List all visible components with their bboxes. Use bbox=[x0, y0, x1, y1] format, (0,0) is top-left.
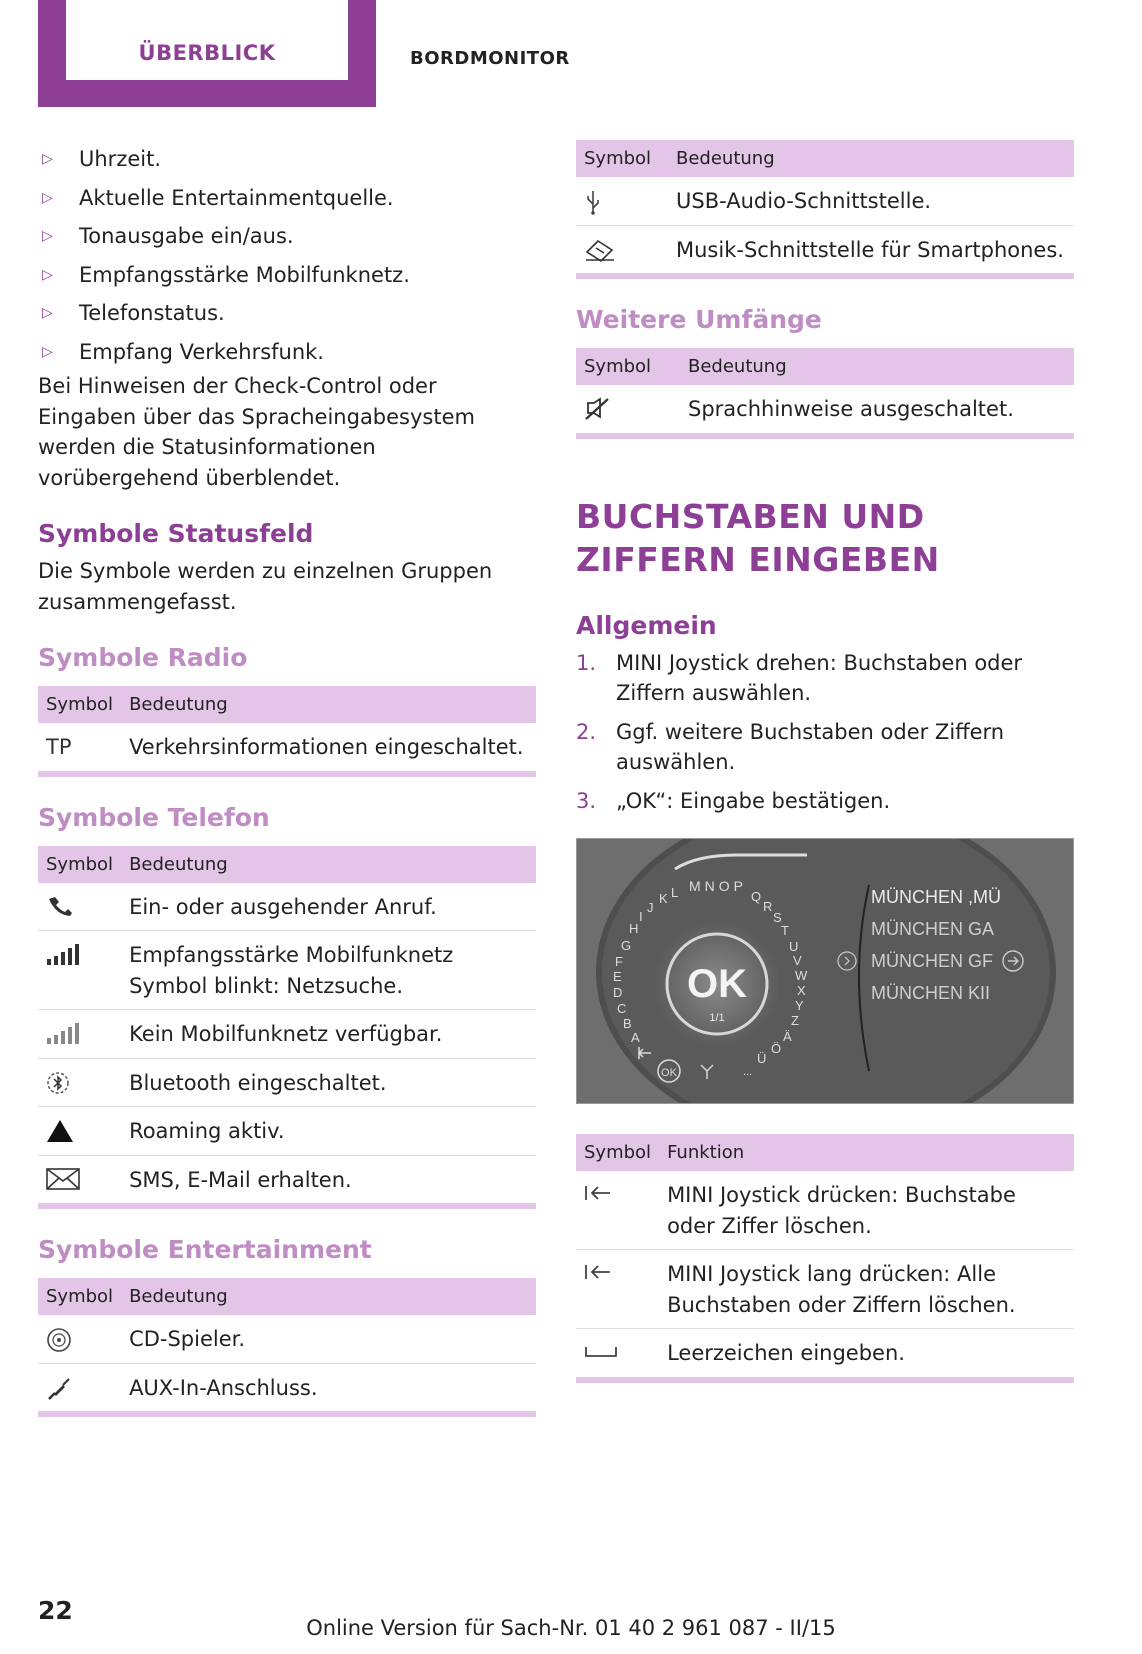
table-row bbox=[38, 723, 536, 774]
letter-Z[interactable]: Z bbox=[791, 1013, 799, 1028]
table-row bbox=[38, 1010, 536, 1059]
heading-symbole-entertainment: Symbole Entertainment bbox=[38, 1235, 372, 1264]
table-row bbox=[576, 225, 1074, 276]
bullet-triangle-icon: ▷ bbox=[42, 151, 53, 167]
heading-weitere-umfaenge: Weitere Umfänge bbox=[576, 305, 822, 334]
header-tab bbox=[38, 0, 376, 107]
column-header-meaning: Bedeutung bbox=[668, 140, 1074, 177]
table-cell: Sprachhinweise ausgeschaltet. bbox=[688, 397, 1014, 421]
letter-U[interactable]: U bbox=[789, 939, 799, 954]
letter-G[interactable]: G bbox=[621, 938, 632, 953]
column-header-symbol: Symbol bbox=[38, 846, 121, 883]
letter-Q[interactable]: Q bbox=[751, 889, 762, 904]
letter-input-screenshot bbox=[576, 838, 1074, 1104]
column-header-meaning: Bedeutung bbox=[121, 686, 536, 723]
table-cell: Leerzeichen eingeben. bbox=[659, 1329, 1074, 1380]
bluetooth-icon bbox=[46, 1071, 70, 1095]
letter-W[interactable]: W bbox=[795, 968, 808, 983]
envelope-icon bbox=[46, 1168, 80, 1190]
table-row bbox=[576, 1329, 1074, 1380]
page-indicator: 1/1 bbox=[709, 1012, 725, 1024]
letter-Y[interactable]: Y bbox=[795, 998, 804, 1013]
table-cell: Verkehrsinformationen eingeschaltet. bbox=[129, 735, 524, 759]
letter-R[interactable]: R bbox=[763, 899, 773, 914]
table-cell: Empfangsstärke Mobilfunknetz Symbol blinkt: Netzsuche. bbox=[121, 931, 536, 1010]
letter-B[interactable]: B bbox=[623, 1016, 632, 1031]
bullet-triangle-icon: ▷ bbox=[42, 266, 53, 283]
list-item: ▷ Empfangsstärke Mobilfunknetz. bbox=[38, 256, 536, 295]
tp-symbol: TP bbox=[46, 735, 72, 759]
column-header-meaning: Bedeutung bbox=[121, 846, 536, 883]
letter-F[interactable]: F bbox=[615, 954, 623, 969]
letters-top: MNOP bbox=[689, 878, 747, 894]
column-header-symbol: Symbol bbox=[576, 348, 680, 385]
list-item: 1. MINI Joystick drehen: Buchstaben oder Ziffern auswählen. bbox=[576, 650, 1023, 705]
table-cell: Bluetooth eingeschaltet. bbox=[121, 1058, 536, 1107]
result-item[interactable]: MÜNCHEN GA bbox=[871, 919, 995, 939]
letter-H[interactable]: H bbox=[629, 921, 639, 936]
letter-OE[interactable]: Ö bbox=[771, 1041, 782, 1056]
table-cell: CD-Spieler. bbox=[129, 1327, 246, 1351]
letter-C[interactable]: C bbox=[617, 1001, 627, 1016]
funktion-table bbox=[576, 1134, 1074, 1383]
usb-icon bbox=[584, 189, 602, 215]
letter-T[interactable]: T bbox=[781, 923, 789, 938]
table-cell: Musik-Schnittstelle für Smartphones. bbox=[668, 225, 1074, 276]
space-icon bbox=[584, 1341, 618, 1361]
list-item: ▷ Tonausgabe ein/aus. bbox=[38, 217, 536, 256]
heading-symbole-statusfeld: Symbole Statusfeld bbox=[38, 519, 314, 548]
list-item: ▷ Telefonstatus. bbox=[38, 294, 536, 333]
more-dots: ... bbox=[743, 1066, 753, 1078]
table-cell: USB-Audio-Schnittstelle. bbox=[676, 189, 932, 213]
letter-D[interactable]: D bbox=[613, 985, 623, 1000]
table-row bbox=[576, 1250, 1074, 1329]
column-header-symbol: Symbol bbox=[576, 140, 668, 177]
speech-off-icon bbox=[584, 397, 610, 421]
letter-K[interactable]: K bbox=[659, 891, 668, 906]
table-cell: AUX-In-Anschluss. bbox=[121, 1363, 536, 1414]
table-cell: Ein- oder ausgehender Anruf. bbox=[129, 894, 437, 919]
table-row bbox=[576, 385, 1074, 436]
column-header-meaning: Bedeutung bbox=[121, 1278, 536, 1315]
section-title: BUCHSTABEN UND ZIFFERN EINGEBEN bbox=[576, 496, 940, 579]
weitere-symbol-table bbox=[576, 348, 1074, 439]
letter-AE[interactable]: Ä bbox=[783, 1029, 792, 1044]
list-item: ▷ Empfang Verkehrsfunk. bbox=[38, 333, 536, 372]
signal-bars-empty-icon bbox=[46, 1022, 80, 1044]
column-header-function: Funktion bbox=[659, 1134, 1074, 1171]
status-bullet-list bbox=[38, 140, 536, 371]
letter-input-display bbox=[577, 839, 1074, 1104]
statusfeld-paragraph: Die Symbole werden zu einzelnen Gruppen zusammengefasst. bbox=[38, 559, 493, 614]
delete-all-icon bbox=[584, 1262, 612, 1282]
column-header-meaning: Bedeutung bbox=[680, 348, 1074, 385]
result-item[interactable]: MÜNCHEN KII bbox=[871, 983, 991, 1003]
intro-paragraph: Bei Hinweisen der Check-Control oder Eingaben über das Spracheingabesystem werden die Statusinformationen vorübergehend überblendet. bbox=[38, 374, 475, 490]
list-item: 3. „OK“: Eingabe bestätigen. bbox=[576, 788, 891, 813]
letter-X[interactable]: X bbox=[797, 983, 806, 998]
table-row bbox=[576, 1171, 1074, 1250]
letter-J[interactable]: J bbox=[647, 900, 654, 915]
table-cell: SMS, E-Mail erhalten. bbox=[121, 1155, 536, 1206]
table-row bbox=[38, 1155, 536, 1206]
right-column bbox=[576, 140, 1074, 1383]
table-cell: MINI Joystick drücken: Buchstabe oder Ziffer löschen. bbox=[667, 1183, 1016, 1238]
column-header-symbol: Symbol bbox=[38, 1278, 121, 1315]
steps-list bbox=[576, 648, 1074, 817]
footer-note: Online Version für Sach-Nr. 01 40 2 961 087 - II/15 bbox=[306, 1616, 836, 1640]
table-row bbox=[38, 1315, 536, 1363]
radio-symbol-table bbox=[38, 686, 536, 777]
letter-I[interactable]: I bbox=[639, 909, 643, 924]
entertainment-symbol-table bbox=[38, 1278, 536, 1417]
smartphone-music-icon bbox=[584, 238, 616, 262]
list-item: ▷ Uhrzeit. bbox=[38, 140, 536, 179]
heading-symbole-radio: Symbole Radio bbox=[38, 643, 248, 672]
table-row bbox=[38, 931, 536, 1010]
letter-V[interactable]: V bbox=[793, 953, 802, 968]
table-row bbox=[38, 1107, 536, 1156]
heading-symbole-telefon: Symbole Telefon bbox=[38, 802, 270, 832]
letter-E[interactable]: E bbox=[613, 969, 622, 984]
bullet-triangle-icon: ▷ bbox=[42, 228, 53, 244]
table-cell: Roaming aktiv. bbox=[121, 1107, 536, 1156]
delete-backspace-icon bbox=[584, 1183, 612, 1203]
table-row bbox=[38, 1363, 536, 1414]
table-cell: MINI Joystick lang drücken: Alle Buchstaben oder Ziffern löschen. bbox=[659, 1250, 1074, 1329]
table-cell: Kein Mobilfunknetz verfügbar. bbox=[121, 1010, 536, 1059]
letter-S[interactable]: S bbox=[773, 910, 782, 925]
phone-handset-icon bbox=[46, 895, 74, 917]
cd-icon bbox=[46, 1327, 72, 1353]
letter-A[interactable]: A bbox=[631, 1030, 640, 1045]
list-item: 2. Ggf. weitere Buchstaben oder Ziffern auswählen. bbox=[576, 719, 1005, 774]
aux-plug-icon bbox=[46, 1376, 72, 1402]
left-column bbox=[38, 140, 536, 1417]
ok-button[interactable]: OK bbox=[687, 962, 747, 1006]
table-row bbox=[38, 1058, 536, 1107]
roaming-triangle-icon bbox=[46, 1119, 74, 1143]
header-section-title: BORDMONITOR bbox=[410, 48, 570, 69]
bullet-triangle-icon: ▷ bbox=[42, 305, 53, 321]
entertainment-continued-table bbox=[576, 140, 1074, 279]
column-header-symbol: Symbol bbox=[38, 686, 121, 723]
table-row bbox=[38, 883, 536, 931]
result-item[interactable]: MÜNCHEN GF bbox=[871, 951, 993, 971]
column-header-symbol: Symbol bbox=[576, 1134, 659, 1171]
heading-allgemein: Allgemein bbox=[576, 610, 717, 640]
letter-UE[interactable]: Ü bbox=[757, 1051, 767, 1066]
ok-small-label: OK bbox=[661, 1067, 677, 1079]
letter-L[interactable]: L bbox=[671, 885, 679, 900]
bullet-triangle-icon: ▷ bbox=[42, 343, 53, 360]
bullet-triangle-icon: ▷ bbox=[42, 189, 53, 206]
result-item[interactable]: MÜNCHEN ,MÜ bbox=[871, 887, 1001, 907]
page-number: 22 bbox=[38, 1596, 73, 1625]
table-row bbox=[576, 177, 1074, 225]
header-tab-label: ÜBERBLICK bbox=[66, 0, 348, 80]
signal-bars-full-icon bbox=[46, 943, 80, 965]
telefon-symbol-table bbox=[38, 846, 536, 1210]
list-item: ▷ Aktuelle Entertainmentquelle. bbox=[38, 179, 536, 218]
